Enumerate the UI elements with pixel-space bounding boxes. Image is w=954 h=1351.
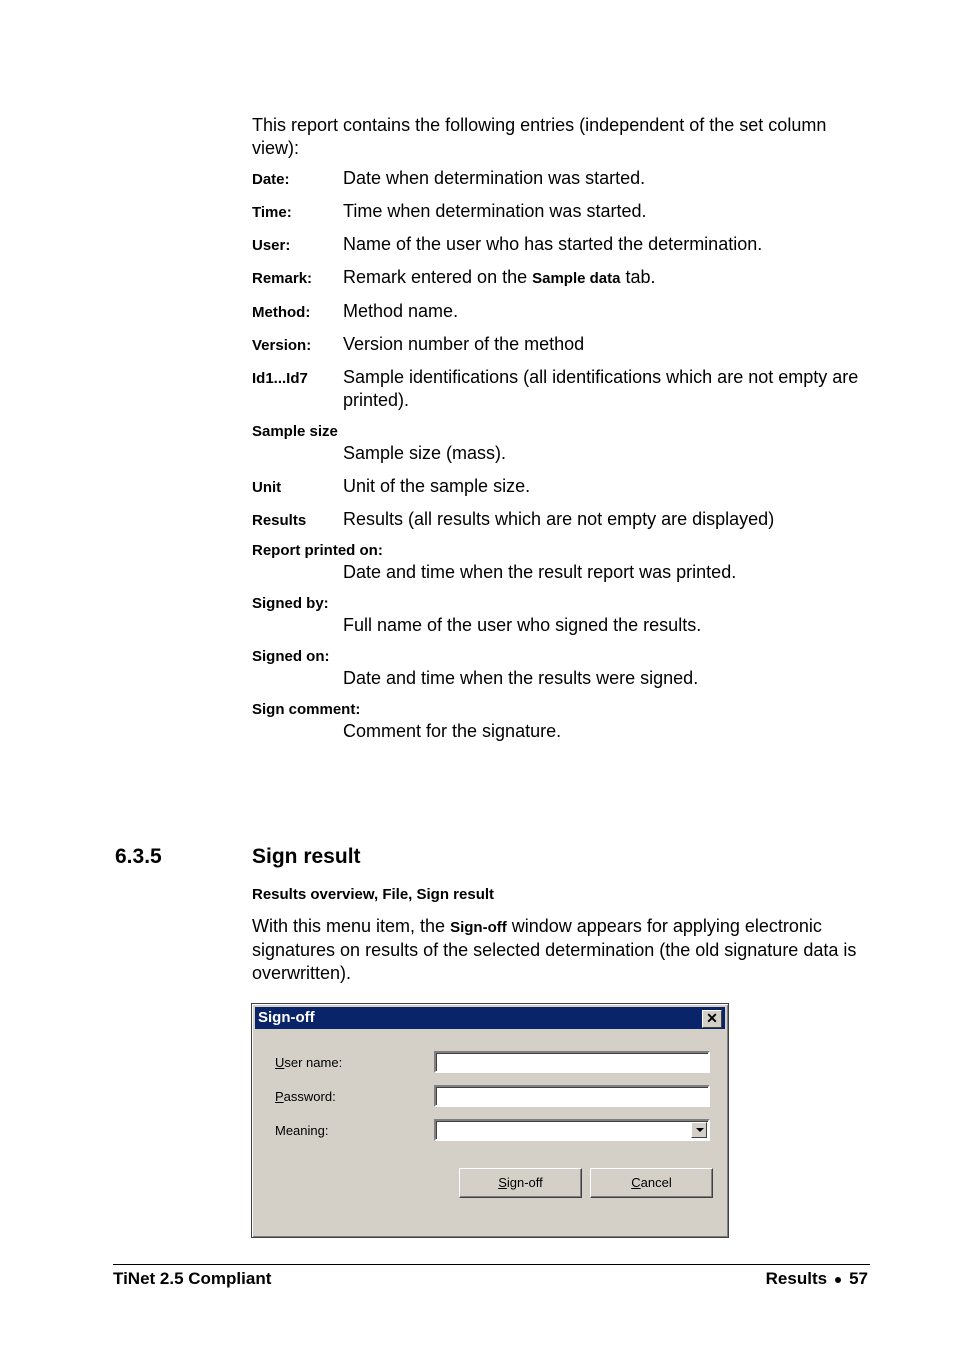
para-post: window appears for applying electronic signatures on results of the selected determination (the old signature data is overwritten). [252,916,857,983]
entry-date [252,167,872,190]
entry-desc: Date and time when the result report was printed. [343,562,737,582]
entry-desc: Sample identifications (all identifications which are not empty are printed). [343,367,859,410]
entry-term: Method: [252,304,311,321]
section-title: Sign result [252,845,361,868]
password-field[interactable] [434,1085,710,1107]
footer-product: TiNet 2.5 Compliant [113,1269,272,1288]
entry-term: Signed by: [252,595,329,612]
section-paragraph [252,915,868,985]
entry-term: Date: [252,171,290,188]
entry-desc: Date and time when the results were signed. [343,668,699,688]
entry-unit [252,475,872,498]
dialog-title: Sign-off [258,1009,315,1026]
entry-term: Unit [252,479,282,496]
entry-desc: Full name of the user who signed the results. [343,615,702,635]
cancel-label: ancel [640,1175,672,1190]
entry-method [252,300,872,323]
entry-desc [343,266,872,290]
para-bold: Sign-off [450,919,507,936]
intro-text: This report contains the following entries (independent of the set column view): [252,115,827,158]
section-number: 6.3.5 [115,845,162,868]
footer-section: Results [765,1269,828,1288]
entry-term: Sign comment: [252,701,361,718]
entry-desc: Name of the user who has started the determination. [343,234,763,254]
entry-desc-post: tab. [620,267,656,287]
entry-desc: Method name. [343,301,459,321]
page-number: 57 [849,1269,868,1288]
footer-page-info [766,1269,868,1289]
entry-desc: Sample size (mass). [343,443,507,463]
menu-path: Results overview, File, Sign result [252,886,495,903]
entry-term: Report printed on: [252,542,383,559]
password-mnemonic: P [275,1089,284,1104]
entry-user [252,233,872,256]
dialog-titlebar[interactable] [255,1007,725,1029]
entry-term: Time: [252,204,292,221]
entry-desc: Version number of the method [343,334,585,354]
entry-version [252,333,872,356]
sign-off-mnemonic: S [498,1175,507,1190]
entry-desc-pre: Remark entered on the [343,267,533,287]
password-label [275,1089,336,1104]
entry-term: Remark: [252,270,313,287]
footer-divider [113,1264,870,1265]
sign-off-label: ign-off [506,1175,543,1190]
entry-term: Sample size [252,423,338,440]
entry-remark [252,266,872,290]
entry-term: Signed on: [252,648,330,665]
meaning-select[interactable] [434,1119,710,1141]
entry-signed-on [252,647,872,690]
entry-signed-by [252,594,872,637]
entry-desc: Results (all results which are not empty are displayed) [343,509,775,529]
user-name-label-rest: ser name: [284,1055,343,1070]
entry-desc: Comment for the signature. [343,721,562,741]
entry-results [252,508,872,531]
para-pre: With this menu item, the [252,916,451,936]
entry-desc: Time when determination was started. [343,201,647,221]
sign-off-dialog [251,1003,729,1238]
meaning-label: Meaning: [275,1123,329,1138]
sign-off-button[interactable] [459,1168,582,1198]
entry-term: User: [252,237,291,254]
cancel-button[interactable] [590,1168,713,1198]
entry-desc: Unit of the sample size. [343,476,531,496]
user-name-label [275,1055,342,1070]
entry-term: Id1...Id7 [252,370,308,387]
chevron-down-icon[interactable] [691,1122,707,1138]
close-icon[interactable]: ✕ [702,1010,722,1028]
entry-desc-bold: Sample data [532,270,621,287]
entry-sample-size [252,422,872,465]
bullet-icon [835,1277,841,1283]
entry-list [252,167,872,753]
user-name-field[interactable] [434,1051,710,1073]
cancel-mnemonic: C [631,1175,641,1190]
entry-term: Results [252,512,307,529]
user-name-mnemonic: U [275,1055,285,1070]
entry-term: Version: [252,337,312,354]
entry-sign-comment [252,700,872,743]
entry-ids [252,366,872,412]
password-label-rest: assword: [283,1089,336,1104]
entry-desc: Date when determination was started. [343,168,646,188]
entry-report-printed [252,541,872,584]
entry-time [252,200,872,223]
